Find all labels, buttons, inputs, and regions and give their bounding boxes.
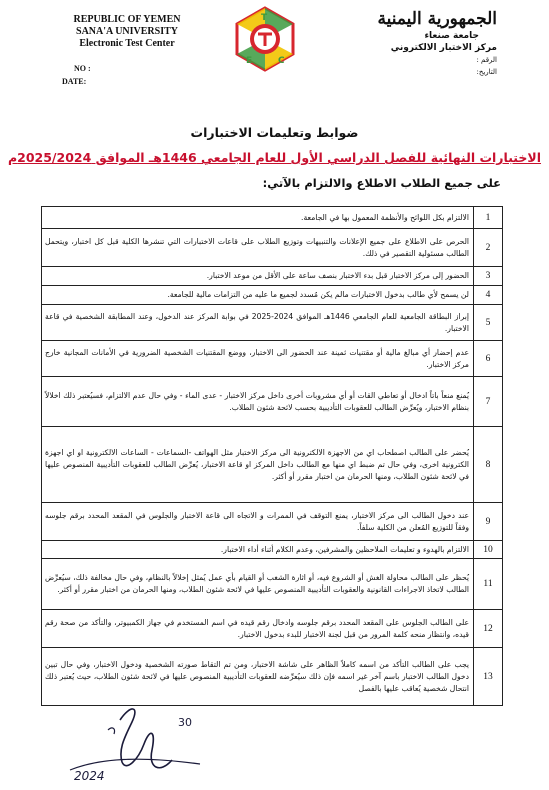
rule-text: الحضور إلى مركز الاختبار قبل بدء الاختبار بنصف ساعة على الأقل من موعد الاختبار.: [42, 267, 474, 286]
rule-row: [42, 541, 503, 559]
rule-row: [42, 305, 503, 341]
document-intro: على جميع الطلاب الاطلاع والالتزام بالآتي:: [262, 176, 501, 190]
rule-number: 9: [474, 503, 503, 541]
rule-row: [42, 377, 503, 427]
rule-text: الالتزام بالهدوء و تعليمات الملاحظين والمشرفين، وعدم الكلام أثناء أداء الاختبار.: [42, 541, 474, 559]
document-title: ضوابط وتعليمات الاختبارات: [190, 125, 359, 140]
svg-text:T: T: [261, 13, 268, 23]
handwritten-signature: [60, 700, 260, 788]
rule-row: [42, 267, 503, 286]
signature-date: 2024: [74, 769, 105, 783]
rule-row: [42, 286, 503, 305]
rule-text: يُمنع منعاً باتاً ادخال أو تعاطي القات أو أي مشروبات أخرى داخل مركز الاختبار - عدى الماء - وفي حال عدم الالتزام، فسيُعتبر ذلك اخلالاً بنظام الاختبار، ويُعرِّض الطالب للعقوبات التأديبية بحسب لائحة شئون الطلاب.: [42, 377, 474, 427]
rule-number: 8: [474, 427, 503, 503]
rule-number: 10: [474, 541, 503, 559]
arabic-university: جامعة صنعاء: [424, 31, 479, 41]
rule-number: 6: [474, 341, 503, 377]
rule-text: إبراز البطاقة الجامعية للعام الجامعي 1446هـ الموافق 2024-2025 في بوابة المركز عند الدخول، وعند المطابقة الشخصية في قاعة الاختبار.: [42, 305, 474, 341]
rule-text: على الطالب الجلوس على المقعد المحدد برقم جلوسه وادخال رقم قيده في اسم المستخدم في جهاز الكمبيوتر، والتأكد من صحة رقم قيده، وانتظار منحه كلمة المرور من قبل لجنة الاختبار للبدء بدخول الاختبار.: [42, 610, 474, 648]
university-logo: [232, 6, 298, 72]
rule-number: 5: [474, 305, 503, 341]
rule-number: 13: [474, 648, 503, 706]
rule-text: يجب على الطالب التأكد من اسمه كاملاً الظاهر على شاشة الاختبار، ومن تم التقاط صورته الشخصية ودخول الاختبار، وفي حال تبين دخول الطالب الاختبار باسم آخر غير اسمه فإن ذلك سيُعرِّضه للعقوبات التأديبية المنصوص عليها في لائحة شئون الطلاب، حيث يُعتبر ذلك انتحال شخصية يُعاقب عليها بالفصل: [42, 648, 474, 706]
arabic-center: مركز الاختبار الالكتروني: [390, 43, 497, 53]
en-line-center: Electronic Test Center: [79, 38, 175, 49]
signature-mark: 30: [178, 716, 192, 729]
en-date-label: DATE:: [62, 77, 87, 86]
document-subtitle: الاختبارات النهائية للفصل الدراسي الأول للعام الجامعي 1446هـ الموافق 2025/2024م: [7, 150, 542, 165]
en-line-university: SANA'A UNIVERSITY: [76, 26, 178, 37]
rule-row: [42, 610, 503, 648]
rule-number: 4: [474, 286, 503, 305]
rule-number: 7: [474, 377, 503, 427]
rule-row: [42, 503, 503, 541]
english-header: [62, 14, 192, 50]
rule-row: [42, 341, 503, 377]
rule-text: عند دخول الطالب الى مركز الاختبار، يمنع التوقف في الممرات و الاتجاه الى قاعة الاختبار والجلوس في المقعد المحدد برقم جلوسه وفقاً للتوزيع المُعلن من الكلية سلفاً.: [42, 503, 474, 541]
rule-number: 2: [474, 229, 503, 267]
english-meta: [62, 62, 91, 88]
arabic-header: [317, 8, 497, 78]
arabic-republic-title: الجمهورية اليمنية: [377, 9, 497, 29]
rule-text: الالتزام بكل اللوائح والأنظمة المعمول بها في الجامعة.: [42, 207, 474, 229]
rule-row: [42, 427, 503, 503]
rule-number: 1: [474, 207, 503, 229]
svg-text:E: E: [246, 56, 253, 66]
rule-text: يُحظر على الطالب محاولة الغش أو الشروع فيه، أو اثارة الشغب أو القيام بأي عمل يُمثل إخلالاً بالنظام، وفي حال مخالفة ذلك، سيُعرِّض الطالب لاتخاذ الاجراءات القانونية والعقوبات التأديبية المنصوص عليها في لائحة شئون الطلاب، ومنها الحرمان من اختبار مقرر أو أكثر.: [42, 559, 474, 610]
arabic-no-label: الرقم :: [476, 56, 497, 64]
rule-row: [42, 648, 503, 706]
rules-table: [41, 206, 503, 706]
rule-row: [42, 559, 503, 610]
en-line-country: REPUBLIC OF YEMEN: [73, 14, 181, 25]
svg-text:C: C: [278, 56, 285, 66]
rule-text: لن يسمح لأي طالب بدخول الاختبارات مالم يكن مُسدد لجميع ما عليه من التزامات مالية للجامعة.: [42, 286, 474, 305]
rule-text: يُحضر على الطالب اصطحاب اي من الاجهزة الالكترونية الى مركز الاختبار مثل الهواتف -السماعات - الساعات الالكترونية او اي اجهزة الكترونية اخرى، وفي حال تم ضبط اي منها مع الطالب داخل المركز او قاعة الاختبار، يُعرِّض الطالب للعقوبات التأديبية المنصوص عليها في لائحة شئون الطلاب، ومنها الحرمان من اختبار مقرر أو أكثر.: [42, 427, 474, 503]
rule-number: 3: [474, 267, 503, 286]
arabic-date-label: التاريخ:: [476, 68, 497, 76]
rule-text: عدم إحضار أي مبالغ مالية أو مقتنيات ثمينة عند الحضور الى الاختبار، ووضع المقتنيات الشخصية الضرورية في الأمانات المجانية خارج مركز الاختبار.: [42, 341, 474, 377]
rule-row: [42, 229, 503, 267]
rule-number: 12: [474, 610, 503, 648]
rule-text: الحرص على الاطلاع على جميع الإعلانات والتنبيهات وتوزيع الطلاب على قاعات الاختبارات التي تنشرها الكلية قبل كل اختبار، ويتحمل الطالب مسئولية التقصير في ذلك.: [42, 229, 474, 267]
rule-number: 11: [474, 559, 503, 610]
en-no-label: NO :: [74, 64, 91, 73]
rule-row: [42, 207, 503, 229]
